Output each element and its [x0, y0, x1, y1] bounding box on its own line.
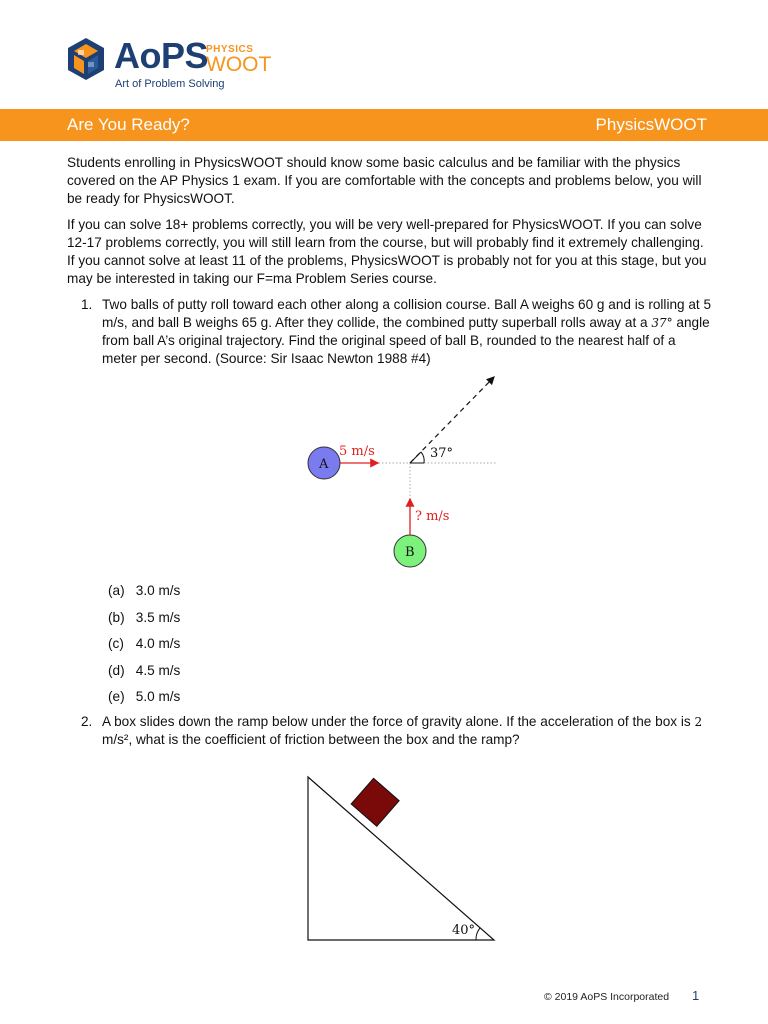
choice-text: 3.5 m/s [135, 609, 181, 625]
banner-title: Are You Ready? [67, 115, 190, 134]
logo-physics-label: PHYSICS [206, 44, 254, 55]
problem-1-text-b: angle from ball A’s original trajectory. Find the original speed of ball B, rounded to the nearest half of a meter per second. (Source: Sir Isaac Newton 1988 #4) [102, 315, 710, 366]
aops-logo [66, 36, 276, 94]
choice-b [108, 609, 180, 636]
ball-a-speed-label: 5 m/s [339, 444, 375, 459]
document-body [67, 154, 712, 368]
intro-paragraph-1: Students enrolling in PhysicsWOOT should know some basic calculus and be familiar with the physics covered on the AP Physics 1 exam. If you are comfortable with the concepts and problems below, you will be ready for PhysicsWOOT. [67, 155, 702, 206]
problem-1-angle: 37° [651, 316, 673, 330]
choice-text: 3.0 m/s [135, 583, 181, 598]
choice-text: 4.5 m/s [135, 662, 181, 678]
choice-text: 4.0 m/s [135, 636, 181, 651]
ball-b-speed-label: ? m/s [415, 509, 450, 524]
choice-c [108, 635, 180, 662]
problem-2-text-b: , what is the coefficient of friction between the box and the ramp? [128, 732, 520, 747]
problem-2 [67, 713, 712, 749]
collision-diagram [290, 365, 520, 575]
footer-page-number: 1 [692, 988, 700, 1003]
problem-1-text-a: Two balls of putty roll toward each other along a collision course. Ball A weighs 60 g and is rolling at 5 m/s, and ball B weighs 65 g. After they collide, the combined putty superball rolls away at a [102, 297, 712, 330]
aops-cube-icon [66, 36, 106, 84]
problem-2-text-a: A box slides down the ramp below under the force of gravity alone. If the acceleration of the box is [102, 714, 691, 729]
logo-woot-label: WOOT [206, 53, 272, 76]
problem-2-number: 2. [81, 714, 93, 729]
problem-1-choices [108, 582, 180, 715]
ramp-diagram [300, 770, 500, 945]
choice-a [108, 582, 180, 609]
sliding-box [351, 778, 399, 826]
problem-1 [67, 296, 712, 368]
logo-wordmark: AoPS [114, 35, 209, 76]
choice-letter: (a) [108, 583, 125, 598]
angle-arc [410, 452, 424, 463]
logo-tagline: Art of Problem Solving [115, 78, 225, 90]
ball-b-label: B [405, 545, 415, 560]
choice-d [108, 662, 180, 689]
ball-a-label: A [319, 457, 329, 472]
choice-letter: (b) [108, 609, 125, 625]
problem-1-number: 1. [81, 297, 93, 312]
ramp-angle-label: 40° [452, 923, 476, 938]
footer-copyright: © 2019 AoPS Incorporated [544, 991, 670, 1003]
problem-2-body [67, 713, 712, 749]
choice-letter: (e) [108, 689, 125, 704]
banner-course-name: PhysicsWOOT [595, 115, 707, 134]
title-banner [0, 109, 768, 141]
angle-label: 37° [430, 446, 454, 461]
problem-2-accel-unit: m/s² [102, 732, 129, 747]
ramp-triangle [308, 777, 494, 940]
intro-paragraph-2: If you can solve 18+ problems correctly, you will be very well-prepared for PhysicsWOOT. If you can solve 12-17 problems correctly, you will still learn from the course, but will probably find it extremely challenging. If you cannot solve at least 11 of the problems, PhysicsWOOT is probably not for you at this stage, but you may be interested in taking our F=ma Problem Series course. [67, 217, 707, 286]
choice-letter: (d) [108, 662, 125, 678]
choice-text: 5.0 m/s [135, 689, 181, 704]
choice-e [108, 688, 180, 715]
problem-2-accel-value: 2 [694, 715, 703, 729]
choice-letter: (c) [108, 636, 124, 651]
